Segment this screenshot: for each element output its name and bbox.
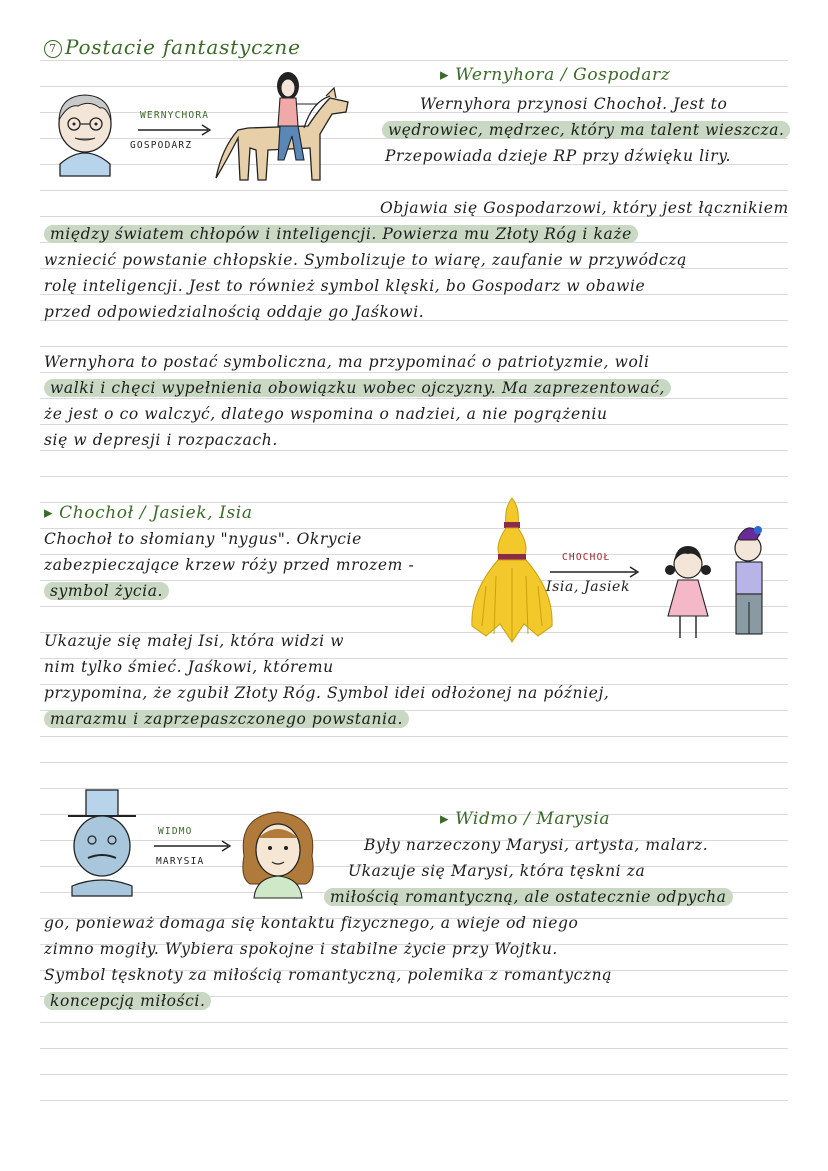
section2-line-1: Chochoł to słomiany "nygus". Okrycie <box>44 530 362 548</box>
section1-para2-line-2-text: walki i chęci wypełnienia obowiązku wobec ojczyzny. Ma zaprezentować, <box>44 379 671 397</box>
section2-line-2: zabezpieczające krzew róży przed mrozem - <box>44 556 415 574</box>
rule-line <box>40 814 788 815</box>
section3-line-5: zimno mogiły. Wybiera spokojne i stabilne życie przy Wojtku. <box>44 940 558 958</box>
label-gospodarz: GOSPODARZ <box>130 140 193 151</box>
label-chochol: CHOCHOŁ <box>562 552 611 563</box>
page-title-row <box>44 34 301 60</box>
rule-line <box>40 762 788 763</box>
section2-line-5: nim tylko śmieć. Jaśkowi, któremu <box>44 658 334 676</box>
widmo-portrait-icon <box>62 790 142 896</box>
section2-line-7 <box>44 706 409 732</box>
children-icon <box>656 520 776 644</box>
rule-line <box>40 1022 788 1023</box>
title-number-badge: 7 <box>44 40 62 58</box>
rule-line <box>40 190 788 191</box>
section1-heading-row: ▸ Wernyhora / Gospodarz <box>440 65 671 85</box>
section3-line-3 <box>324 884 733 910</box>
section1-line-2-text: wędrowiec, mędrzec, który ma talent wieszcza. <box>382 121 790 139</box>
section1-line-3: Przepowiada dzieje RP przy dźwięku liry. <box>385 147 732 165</box>
label-wernyhora: WERNYCHORA <box>140 110 210 121</box>
section3-line-3-text: miłością romantyczną, ale ostatecznie odpycha <box>324 888 733 906</box>
section1-line-1: Wernyhora przynosi Chochoł. Jest to <box>420 95 728 113</box>
section1-para2-line-4: się w depresji i rozpaczach. <box>44 431 278 449</box>
marysia-portrait-icon <box>236 806 320 898</box>
rule-line <box>40 1074 788 1075</box>
section1-para2-line-3: że jest o co walczyć, dlatego wspomina o nadziei, a nie pogrążeniu <box>44 405 608 423</box>
rule-line <box>40 476 788 477</box>
label-isia-jasiek: Isia, Jasiek <box>546 579 631 595</box>
section3-heading: Widmo / Marysia <box>455 809 611 829</box>
section3-line-4: go, ponieważ domaga się kontaktu fizycznego, a wieje od niego <box>44 914 579 932</box>
rule-line <box>40 1048 788 1049</box>
section1-line-5-text: między światem chłopów i inteligencji. Powierza mu Złoty Róg i każe <box>44 225 638 243</box>
section2-line-3 <box>44 578 169 604</box>
section2-heading-row: ▸ Chochoł / Jasiek, Isia <box>44 503 253 523</box>
section3-line-1: Były narzeczony Marysi, artysta, malarz. <box>364 836 709 854</box>
section1-line-8: przed odpowiedzialnością oddaje go Jaśkowi. <box>44 303 425 321</box>
section1-line-6: wzniecić powstanie chłopskie. Symbolizuje to wiarę, zaufanie w przywódczą <box>44 251 688 269</box>
chochol-straw-icon <box>466 496 558 646</box>
horse-rider-icon <box>208 68 358 188</box>
label-widmo: WIDMO <box>158 826 193 837</box>
rule-line <box>40 346 788 347</box>
rule-line <box>40 1100 788 1101</box>
section3-line-7 <box>44 988 211 1014</box>
rule-line <box>40 788 788 789</box>
section1-heading: Wernyhora / Gospodarz <box>455 65 671 85</box>
section1-para2-line-1: Wernyhora to postać symboliczna, ma przypominać o patriotyzmie, woli <box>44 353 650 371</box>
arrow-icon <box>152 840 238 852</box>
section3-line-2: Ukazuje się Marysi, która tęskni za <box>348 862 646 880</box>
section1-line-2 <box>382 117 790 143</box>
section3-heading-row: ▸ Widmo / Marysia <box>440 809 611 829</box>
section1-line-7: rolę inteligencji. Jest to również symbol klęski, bo Gospodarz w obawie <box>44 277 646 295</box>
section3-line-7-text: koncepcją miłości. <box>44 992 211 1010</box>
section2-line-3-text: symbol życia. <box>44 582 169 600</box>
section2-heading: Chochoł / Jasiek, Isia <box>59 503 253 523</box>
section2-line-7-text: marazmu i zaprzepaszczonego powstania. <box>44 710 409 728</box>
rule-line <box>40 736 788 737</box>
section1-line-5 <box>44 221 638 247</box>
section1-line-4: Objawia się Gospodarzowi, który jest łącznikiem <box>380 199 789 217</box>
arrow-icon <box>136 124 216 136</box>
rule-line <box>40 86 788 87</box>
section2-line-4: Ukazuje się małej Isi, która widzi w <box>44 632 345 650</box>
section2-line-6: przypomina, że zgubił Złoty Róg. Symbol idei odłożonej na później, <box>44 684 610 702</box>
gospodarz-portrait-icon <box>50 86 120 176</box>
page-title: Postacie fantastyczne <box>65 35 301 59</box>
section3-line-6: Symbol tęsknoty za miłością romantyczną, polemika z romantyczną <box>44 966 613 984</box>
section1-para2-line-2 <box>44 375 671 401</box>
label-marysia: MARYSIA <box>156 856 205 867</box>
rule-line <box>40 60 788 61</box>
